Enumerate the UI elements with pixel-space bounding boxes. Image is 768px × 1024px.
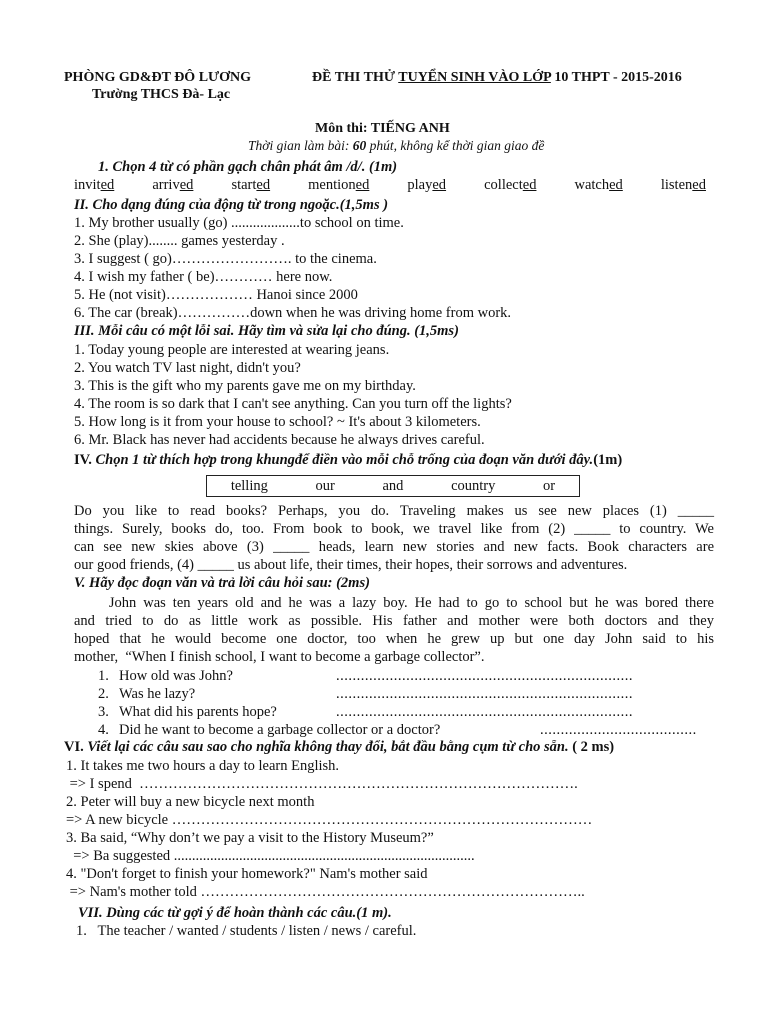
question-item: 3. I suggest ( go)……………………. to the cinema. [74,251,377,267]
paragraph-text: things. Surely, books do, too. From book to book, we travel like from (2) [74,521,575,537]
answer-line: ........................................................................ [336,704,633,720]
section3-title: III. Mỗi câu có một lỗi sai. Hãy tìm và sửa lại cho đúng. (1,5ms) [74,323,459,339]
paragraph-text: Do you like to read books? Perhaps, you do. Traveling makes us see new places (1) [74,503,678,519]
section6-title [64,739,614,756]
word-stem: mention [308,177,356,193]
paragraph-line [74,502,714,520]
word-ending-underlined: ed [256,177,271,193]
answer-line: ........................................................................ [336,668,633,684]
word-box [206,475,580,497]
time-note-post: phút, không kể thời gian giao đề [366,138,545,153]
word-ending-underlined: ed [179,177,194,193]
paragraph-line [74,538,714,556]
question-item: 5. He (not visit)……………… Hanoi since 2000 [74,287,358,303]
rewrite-sentence: 3. Ba said, “Why don’t we pay a visit to the History Museum?” [66,830,434,846]
question-text: Did he want to become a garbage collector or a doctor? [119,722,441,738]
word-stem: listen [660,177,693,193]
rewrite-answer-line: => I spend ………………………………………………………………………………. [66,776,578,792]
rewrite-sentence: 1. It takes me two hours a day to learn English. [66,758,340,774]
paragraph-line [74,520,714,538]
section5-paragraph [74,594,714,666]
box-word: and [382,477,404,494]
error-item: 5. How long is it from your house to school? ~ It's about 3 kilometers. [74,414,481,430]
fill-blank: _____ [574,521,611,537]
paragraph-line [74,556,714,574]
exam-title-underlined: TUYỂN SINH VÀO LỚP [398,70,551,85]
pronunciation-word [308,177,369,194]
box-word: country [451,477,496,494]
section5-title: V. Hãy đọc đoạn văn và trả lời câu hỏi sau: (2ms) [74,575,370,591]
box-word: or [543,477,556,494]
school-name: Trường THCS Đà- Lạc [92,87,231,102]
question-number: 2. [98,686,109,702]
sentence-cue: 1. The teacher / wanted / students / listen / news / careful. [76,923,417,939]
question-item: 2. She (play)........ games yesterday . [74,233,285,249]
pronunciation-word [74,177,114,194]
question-item: 4. I wish my father ( be)………… here now. [74,269,333,285]
word-ending-underlined: ed [355,177,370,193]
section2-title: II. Cho dạng đúng của động từ trong ngoặc.(1,5ms ) [74,197,389,213]
word-stem: play [407,177,433,193]
paragraph-line: mother, “When I finish school, I want to become a garbage collector”. [74,649,485,665]
paragraph-text: heads, learn new stories and new facts. Book characters are [309,539,714,555]
section7-title: VII. Dùng các từ gợi ý để hoàn thành các câu.(1 m). [78,905,392,921]
word-stem: invit [74,177,101,193]
error-item: 2. You watch TV last night, didn't you? [74,360,301,376]
paragraph-line: hoped that he would become one doctor, too when he grew up but one day John said to his [74,631,714,647]
answer-line: ...................................... [540,722,697,738]
pronunciation-word [231,177,270,194]
error-item: 6. Mr. Black has never had accidents because he always drives careful. [74,432,485,448]
question-number: 4. [98,722,109,738]
section4-num: IV. [74,452,96,468]
paragraph-text: our good friends, (4) [74,557,198,573]
paragraph-line: and tried to do as little work as possible. His father and mother were both doctors and they [74,613,714,629]
pronunciation-word [152,177,193,194]
office-name: PHÒNG GD&ĐT ĐÔ LƯƠNG [64,70,252,85]
answer-line: ........................................................................ [336,686,633,702]
question-number: 1. [98,668,109,684]
paragraph-text: us about life, their times, their hopes, their sorrows and adventures. [233,557,628,573]
rewrite-answer-line: => Ba suggested ................................................................................... [66,848,475,864]
word-stem: collect [484,177,523,193]
word-ending-underlined: ed [100,177,115,193]
time-note-pre: Thời gian làm bài: [248,138,353,153]
section1-title: 1. Chọn 4 từ có phần gạch chân phát âm /d/. (1m) [98,159,398,175]
section4-title [74,452,622,469]
subject-title: Môn thi: TIẾNG ANH [315,121,450,136]
section6-mark: ( 2 ms) [568,739,615,755]
rewrite-answer-line: => Nam's mother told …………………………………………………………………….. [66,884,585,900]
section4-paragraph [74,502,714,574]
word-stem: watch [574,177,610,193]
fill-blank: _____ [273,539,310,555]
rewrite-answer-line: => A new bicycle …………………………………………………………………………… [66,812,593,828]
word-ending-underlined: ed [609,177,623,193]
question-number: 3. [98,704,109,720]
question-text: Was he lazy? [119,686,196,702]
question-item: 6. The car (break)……………down when he was driving home from work. [74,305,512,321]
exam-title [312,70,682,86]
paragraph-text: to country. We [610,521,714,537]
question-text: How old was John? [119,668,233,684]
question-text: What did his parents hope? [119,704,277,720]
exam-title-pre: ĐỀ THI THỬ [312,70,399,85]
fill-blank: _____ [197,557,234,573]
word-stem: arriv [152,177,180,193]
fill-blank: _____ [677,503,714,519]
section4-mark: (1m) [593,452,623,468]
error-item: 3. This is the gift who my parents gave me on my birthday. [74,378,416,394]
section1-word-row [74,177,706,194]
word-stem: start [231,177,257,193]
box-word: telling [230,477,268,494]
pronunciation-word [407,177,446,194]
pronunciation-word [661,177,706,194]
exam-title-post: 10 THPT - 2015-2016 [550,70,682,85]
time-note-minutes: 60 [352,138,367,153]
time-note [248,138,544,154]
section4-text: Chọn 1 từ thích hợp trong khungđể điền vào mỗi chỗ trống của đoạn văn dưới đây. [95,452,594,468]
question-item: 1. My brother usually (go) ...................to school on time. [74,215,404,231]
word-ending-underlined: ed [432,177,447,193]
box-word: our [315,477,335,494]
error-item: 4. The room is so dark that I can't see anything. Can you turn off the lights? [74,396,512,412]
pronunciation-word [575,177,623,194]
section6-text: Viết lại các câu sau sao cho nghĩa không thay đổi, bắt đầu bằng cụm từ cho sẵn. [87,739,569,755]
pronunciation-word [484,177,536,194]
paragraph-text: can see new skies above (3) [74,539,274,555]
paragraph-line: John was ten years old and he was a lazy boy. He had to go to school but he was bored there [74,595,714,611]
word-ending-underlined: ed [522,177,537,193]
rewrite-sentence: 4. "Don't forget to finish your homework?" Nam's mother said [66,866,428,882]
word-ending-underlined: ed [692,177,706,193]
section6-num: VI. [64,739,88,755]
error-item: 1. Today young people are interested at wearing jeans. [74,342,390,358]
rewrite-sentence: 2. Peter will buy a new bicycle next month [66,794,315,810]
